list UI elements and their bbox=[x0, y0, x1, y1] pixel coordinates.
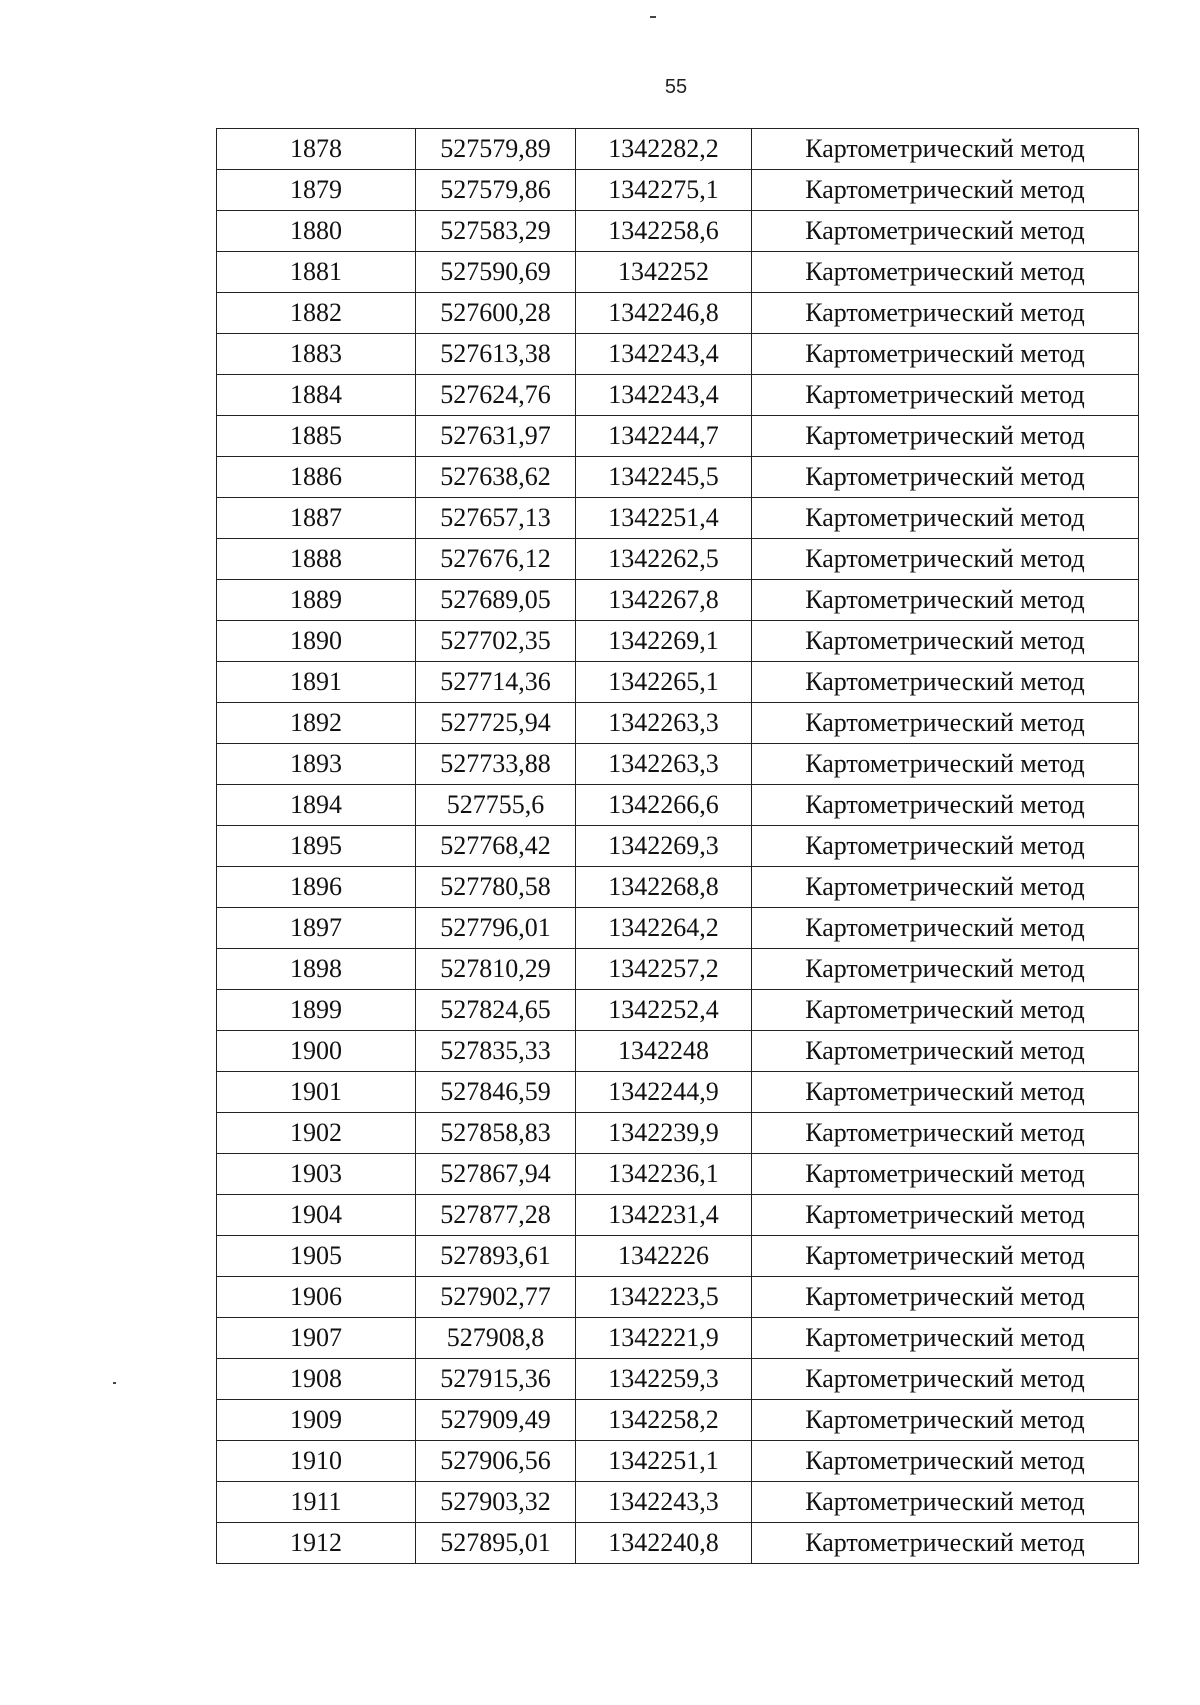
x-coordinate-cell: 527590,69 bbox=[416, 252, 576, 293]
y-coordinate-cell: 1342258,2 bbox=[576, 1400, 752, 1441]
point-number-cell: 1906 bbox=[217, 1277, 416, 1318]
x-coordinate-cell: 527657,13 bbox=[416, 498, 576, 539]
x-coordinate-cell: 527613,38 bbox=[416, 334, 576, 375]
table-row bbox=[217, 949, 1139, 990]
point-number-cell: 1907 bbox=[217, 1318, 416, 1359]
table-row bbox=[217, 1113, 1139, 1154]
coordinates-table-body bbox=[217, 129, 1139, 1564]
method-cell: Картометрический метод bbox=[752, 129, 1139, 170]
method-cell: Картометрический метод bbox=[752, 1400, 1139, 1441]
method-cell: Картометрический метод bbox=[752, 416, 1139, 457]
method-cell: Картометрический метод bbox=[752, 1482, 1139, 1523]
method-cell: Картометрический метод bbox=[752, 990, 1139, 1031]
y-coordinate-cell: 1342239,9 bbox=[576, 1113, 752, 1154]
x-coordinate-cell: 527768,42 bbox=[416, 826, 576, 867]
y-coordinate-cell: 1342269,3 bbox=[576, 826, 752, 867]
method-cell: Картометрический метод bbox=[752, 1523, 1139, 1564]
method-cell: Картометрический метод bbox=[752, 334, 1139, 375]
table-row bbox=[217, 457, 1139, 498]
x-coordinate-cell: 527702,35 bbox=[416, 621, 576, 662]
point-number-cell: 1894 bbox=[217, 785, 416, 826]
method-cell: Картометрический метод bbox=[752, 457, 1139, 498]
method-cell: Картометрический метод bbox=[752, 1072, 1139, 1113]
x-coordinate-cell: 527903,32 bbox=[416, 1482, 576, 1523]
point-number-cell: 1901 bbox=[217, 1072, 416, 1113]
coordinates-table-container bbox=[216, 128, 1139, 1564]
y-coordinate-cell: 1342275,1 bbox=[576, 170, 752, 211]
point-number-cell: 1912 bbox=[217, 1523, 416, 1564]
method-cell: Картометрический метод bbox=[752, 1236, 1139, 1277]
method-cell: Картометрический метод bbox=[752, 949, 1139, 990]
y-coordinate-cell: 1342244,7 bbox=[576, 416, 752, 457]
point-number-cell: 1886 bbox=[217, 457, 416, 498]
table-row bbox=[217, 1400, 1139, 1441]
point-number-cell: 1881 bbox=[217, 252, 416, 293]
x-coordinate-cell: 527908,8 bbox=[416, 1318, 576, 1359]
y-coordinate-cell: 1342263,3 bbox=[576, 703, 752, 744]
y-coordinate-cell: 1342243,4 bbox=[576, 375, 752, 416]
x-coordinate-cell: 527714,36 bbox=[416, 662, 576, 703]
table-row bbox=[217, 293, 1139, 334]
table-row bbox=[217, 416, 1139, 457]
x-coordinate-cell: 527689,05 bbox=[416, 580, 576, 621]
x-coordinate-cell: 527835,33 bbox=[416, 1031, 576, 1072]
x-coordinate-cell: 527600,28 bbox=[416, 293, 576, 334]
table-row bbox=[217, 990, 1139, 1031]
y-coordinate-cell: 1342266,6 bbox=[576, 785, 752, 826]
y-coordinate-cell: 1342226 bbox=[576, 1236, 752, 1277]
method-cell: Картометрический метод bbox=[752, 1031, 1139, 1072]
x-coordinate-cell: 527631,97 bbox=[416, 416, 576, 457]
point-number-cell: 1885 bbox=[217, 416, 416, 457]
x-coordinate-cell: 527824,65 bbox=[416, 990, 576, 1031]
y-coordinate-cell: 1342251,4 bbox=[576, 498, 752, 539]
table-row bbox=[217, 252, 1139, 293]
y-coordinate-cell: 1342282,2 bbox=[576, 129, 752, 170]
method-cell: Картометрический метод bbox=[752, 375, 1139, 416]
point-number-cell: 1900 bbox=[217, 1031, 416, 1072]
x-coordinate-cell: 527624,76 bbox=[416, 375, 576, 416]
table-row bbox=[217, 1031, 1139, 1072]
point-number-cell: 1902 bbox=[217, 1113, 416, 1154]
table-row bbox=[217, 621, 1139, 662]
point-number-cell: 1908 bbox=[217, 1359, 416, 1400]
y-coordinate-cell: 1342243,3 bbox=[576, 1482, 752, 1523]
scan-artifact bbox=[650, 16, 656, 18]
table-row bbox=[217, 539, 1139, 580]
point-number-cell: 1893 bbox=[217, 744, 416, 785]
y-coordinate-cell: 1342252 bbox=[576, 252, 752, 293]
y-coordinate-cell: 1342223,5 bbox=[576, 1277, 752, 1318]
point-number-cell: 1887 bbox=[217, 498, 416, 539]
table-row bbox=[217, 867, 1139, 908]
method-cell: Картометрический метод bbox=[752, 703, 1139, 744]
y-coordinate-cell: 1342251,1 bbox=[576, 1441, 752, 1482]
x-coordinate-cell: 527780,58 bbox=[416, 867, 576, 908]
point-number-cell: 1896 bbox=[217, 867, 416, 908]
y-coordinate-cell: 1342252,4 bbox=[576, 990, 752, 1031]
table-row bbox=[217, 662, 1139, 703]
method-cell: Картометрический метод bbox=[752, 580, 1139, 621]
point-number-cell: 1897 bbox=[217, 908, 416, 949]
point-number-cell: 1880 bbox=[217, 211, 416, 252]
method-cell: Картометрический метод bbox=[752, 1441, 1139, 1482]
table-row bbox=[217, 1359, 1139, 1400]
method-cell: Картометрический метод bbox=[752, 1113, 1139, 1154]
method-cell: Картометрический метод bbox=[752, 293, 1139, 334]
method-cell: Картометрический метод bbox=[752, 498, 1139, 539]
table-row bbox=[217, 1482, 1139, 1523]
x-coordinate-cell: 527877,28 bbox=[416, 1195, 576, 1236]
y-coordinate-cell: 1342246,8 bbox=[576, 293, 752, 334]
point-number-cell: 1889 bbox=[217, 580, 416, 621]
table-row bbox=[217, 498, 1139, 539]
y-coordinate-cell: 1342244,9 bbox=[576, 1072, 752, 1113]
method-cell: Картометрический метод bbox=[752, 867, 1139, 908]
point-number-cell: 1879 bbox=[217, 170, 416, 211]
y-coordinate-cell: 1342264,2 bbox=[576, 908, 752, 949]
y-coordinate-cell: 1342221,9 bbox=[576, 1318, 752, 1359]
x-coordinate-cell: 527895,01 bbox=[416, 1523, 576, 1564]
point-number-cell: 1905 bbox=[217, 1236, 416, 1277]
table-row bbox=[217, 703, 1139, 744]
table-row bbox=[217, 1523, 1139, 1564]
coordinates-table bbox=[216, 128, 1139, 1564]
point-number-cell: 1899 bbox=[217, 990, 416, 1031]
method-cell: Картометрический метод bbox=[752, 621, 1139, 662]
point-number-cell: 1903 bbox=[217, 1154, 416, 1195]
point-number-cell: 1883 bbox=[217, 334, 416, 375]
x-coordinate-cell: 527846,59 bbox=[416, 1072, 576, 1113]
x-coordinate-cell: 527893,61 bbox=[416, 1236, 576, 1277]
point-number-cell: 1884 bbox=[217, 375, 416, 416]
table-row bbox=[217, 170, 1139, 211]
point-number-cell: 1904 bbox=[217, 1195, 416, 1236]
x-coordinate-cell: 527909,49 bbox=[416, 1400, 576, 1441]
method-cell: Картометрический метод bbox=[752, 1154, 1139, 1195]
point-number-cell: 1910 bbox=[217, 1441, 416, 1482]
method-cell: Картометрический метод bbox=[752, 826, 1139, 867]
page-number: 55 bbox=[664, 76, 688, 98]
table-row bbox=[217, 1318, 1139, 1359]
method-cell: Картометрический метод bbox=[752, 252, 1139, 293]
method-cell: Картометрический метод bbox=[752, 539, 1139, 580]
x-coordinate-cell: 527915,36 bbox=[416, 1359, 576, 1400]
point-number-cell: 1878 bbox=[217, 129, 416, 170]
x-coordinate-cell: 527638,62 bbox=[416, 457, 576, 498]
table-row bbox=[217, 580, 1139, 621]
table-row bbox=[217, 744, 1139, 785]
method-cell: Картометрический метод bbox=[752, 170, 1139, 211]
table-row bbox=[217, 1277, 1139, 1318]
x-coordinate-cell: 527867,94 bbox=[416, 1154, 576, 1195]
y-coordinate-cell: 1342240,8 bbox=[576, 1523, 752, 1564]
table-row bbox=[217, 129, 1139, 170]
y-coordinate-cell: 1342257,2 bbox=[576, 949, 752, 990]
y-coordinate-cell: 1342267,8 bbox=[576, 580, 752, 621]
point-number-cell: 1911 bbox=[217, 1482, 416, 1523]
method-cell: Картометрический метод bbox=[752, 908, 1139, 949]
table-row bbox=[217, 826, 1139, 867]
table-row bbox=[217, 1154, 1139, 1195]
x-coordinate-cell: 527755,6 bbox=[416, 785, 576, 826]
x-coordinate-cell: 527725,94 bbox=[416, 703, 576, 744]
x-coordinate-cell: 527810,29 bbox=[416, 949, 576, 990]
y-coordinate-cell: 1342236,1 bbox=[576, 1154, 752, 1195]
table-row bbox=[217, 1195, 1139, 1236]
point-number-cell: 1888 bbox=[217, 539, 416, 580]
table-row bbox=[217, 785, 1139, 826]
y-coordinate-cell: 1342245,5 bbox=[576, 457, 752, 498]
x-coordinate-cell: 527906,56 bbox=[416, 1441, 576, 1482]
table-row bbox=[217, 334, 1139, 375]
x-coordinate-cell: 527902,77 bbox=[416, 1277, 576, 1318]
x-coordinate-cell: 527579,89 bbox=[416, 129, 576, 170]
x-coordinate-cell: 527676,12 bbox=[416, 539, 576, 580]
point-number-cell: 1898 bbox=[217, 949, 416, 990]
point-number-cell: 1892 bbox=[217, 703, 416, 744]
point-number-cell: 1891 bbox=[217, 662, 416, 703]
method-cell: Картометрический метод bbox=[752, 662, 1139, 703]
y-coordinate-cell: 1342268,8 bbox=[576, 867, 752, 908]
method-cell: Картометрический метод bbox=[752, 211, 1139, 252]
x-coordinate-cell: 527583,29 bbox=[416, 211, 576, 252]
table-row bbox=[217, 908, 1139, 949]
table-row bbox=[217, 1072, 1139, 1113]
y-coordinate-cell: 1342269,1 bbox=[576, 621, 752, 662]
table-row bbox=[217, 1441, 1139, 1482]
y-coordinate-cell: 1342231,4 bbox=[576, 1195, 752, 1236]
point-number-cell: 1909 bbox=[217, 1400, 416, 1441]
y-coordinate-cell: 1342243,4 bbox=[576, 334, 752, 375]
scan-artifact bbox=[113, 1382, 116, 1384]
method-cell: Картометрический метод bbox=[752, 1359, 1139, 1400]
y-coordinate-cell: 1342263,3 bbox=[576, 744, 752, 785]
table-row bbox=[217, 1236, 1139, 1277]
x-coordinate-cell: 527796,01 bbox=[416, 908, 576, 949]
y-coordinate-cell: 1342258,6 bbox=[576, 211, 752, 252]
method-cell: Картометрический метод bbox=[752, 785, 1139, 826]
x-coordinate-cell: 527579,86 bbox=[416, 170, 576, 211]
table-row bbox=[217, 211, 1139, 252]
point-number-cell: 1882 bbox=[217, 293, 416, 334]
method-cell: Картометрический метод bbox=[752, 744, 1139, 785]
method-cell: Картометрический метод bbox=[752, 1195, 1139, 1236]
x-coordinate-cell: 527858,83 bbox=[416, 1113, 576, 1154]
table-row bbox=[217, 375, 1139, 416]
y-coordinate-cell: 1342262,5 bbox=[576, 539, 752, 580]
point-number-cell: 1895 bbox=[217, 826, 416, 867]
point-number-cell: 1890 bbox=[217, 621, 416, 662]
y-coordinate-cell: 1342265,1 bbox=[576, 662, 752, 703]
method-cell: Картометрический метод bbox=[752, 1318, 1139, 1359]
x-coordinate-cell: 527733,88 bbox=[416, 744, 576, 785]
y-coordinate-cell: 1342259,3 bbox=[576, 1359, 752, 1400]
y-coordinate-cell: 1342248 bbox=[576, 1031, 752, 1072]
method-cell: Картометрический метод bbox=[752, 1277, 1139, 1318]
